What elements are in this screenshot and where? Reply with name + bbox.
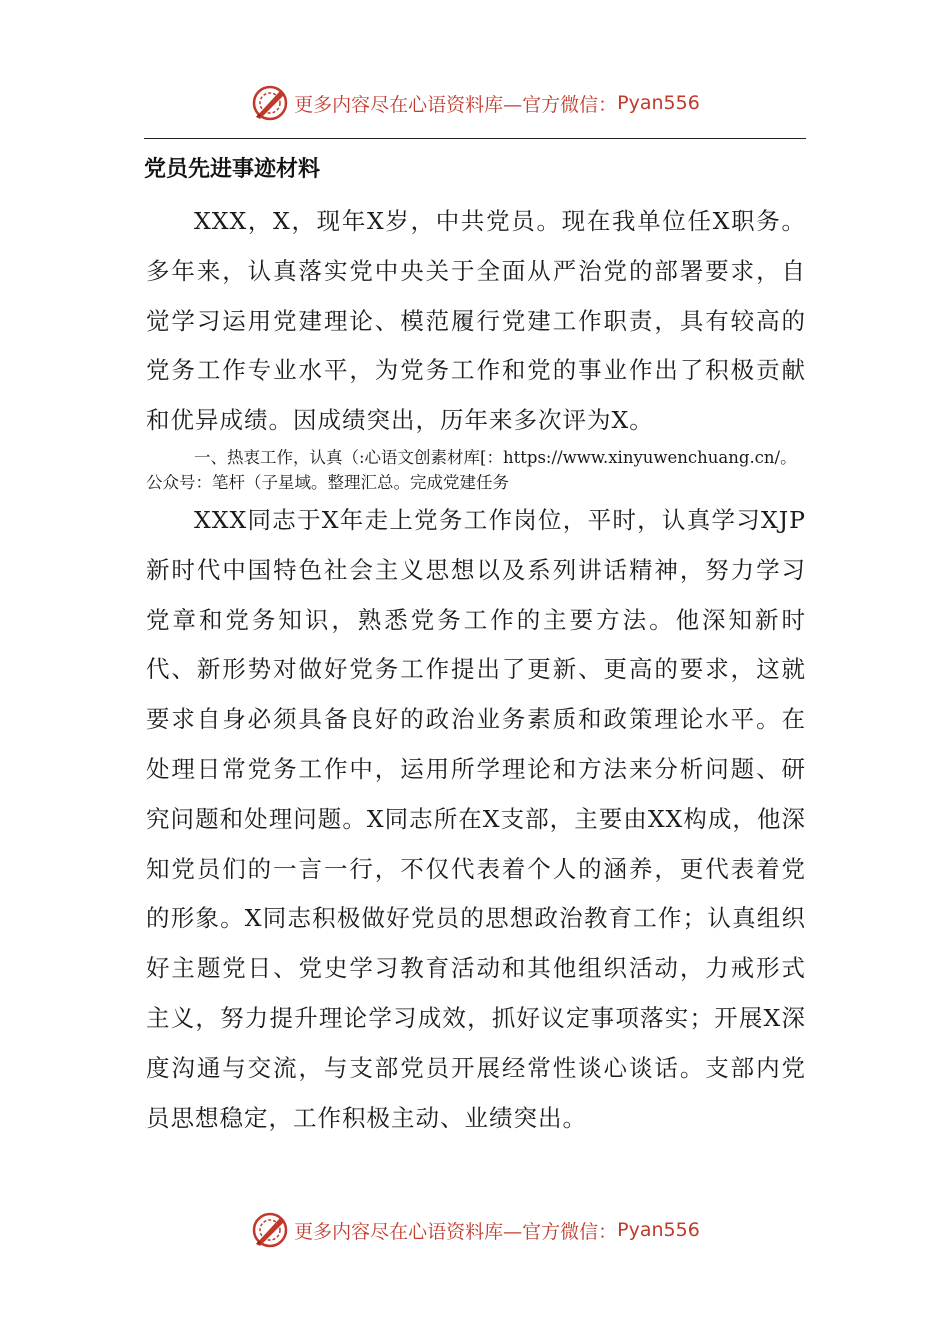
paragraph-1: XXX，X，现年X岁，中共党员。现在我单位任X职务。多年来，认真落实党中央关于全面从严治党的部署要求，自觉学习运用党建理论、模范履行党建工作职责，具有较高的党务工作专业水平，为党务工作和党的事业作出了积极贡献和优异成绩。因成绩突出，历年来多次评为X。 [146, 207, 806, 435]
document-title: 党员先进事迹材料 [144, 157, 321, 182]
footer-banner [0, 1208, 950, 1252]
banner-wechat-id: Pyan556 [617, 1219, 700, 1241]
header-banner [0, 81, 950, 125]
banner-text: 更多内容尽在心语资料库—官方微信： [294, 93, 618, 116]
banner-text: 更多内容尽在心语资料库—官方微信： [294, 1220, 618, 1243]
header-rule [144, 138, 806, 139]
pen-logo-icon [250, 83, 290, 123]
banner-wechat-id: Pyan556 [617, 92, 700, 114]
section-heading: 一、热衷工作，认真（:心语文创素材库[：https://www.xinyuwenchuang.cn/。公众号：笔杆（子星域。整理汇总。完成党建任务 [146, 448, 797, 492]
paragraph-2: XXX同志于X年走上党务工作岗位，平时，认真学习XJP新时代中国特色社会主义思想以及系列讲话精神，努力学习党章和党务知识，熟悉党务工作的主要方法。他深知新时代、新形势对做好党务工作提出了更新、更高的要求，这就要求自身必须具备良好的政治业务素质和政策理论水平。在处理日常党务工作中，运用所学理论和方法来分析问题、研究问题和处理问题。X同志所在X支部，主要由XX构成，他深知党员们的一言一行，不仅代表着个人的涵养，更代表着党的形象。X同志积极做好党员的思想政治教育工作；认真组织好主题党日、党史学习教育活动和其他组织活动，力戒形式主义，努力提升理论学习成效，抓好议定事项落实；开展X深度沟通与交流，与支部党员开展经常性谈心谈话。支部内党员思想稳定，工作积极主动、业绩突出。 [146, 506, 806, 1132]
pen-logo-icon [250, 1210, 290, 1250]
